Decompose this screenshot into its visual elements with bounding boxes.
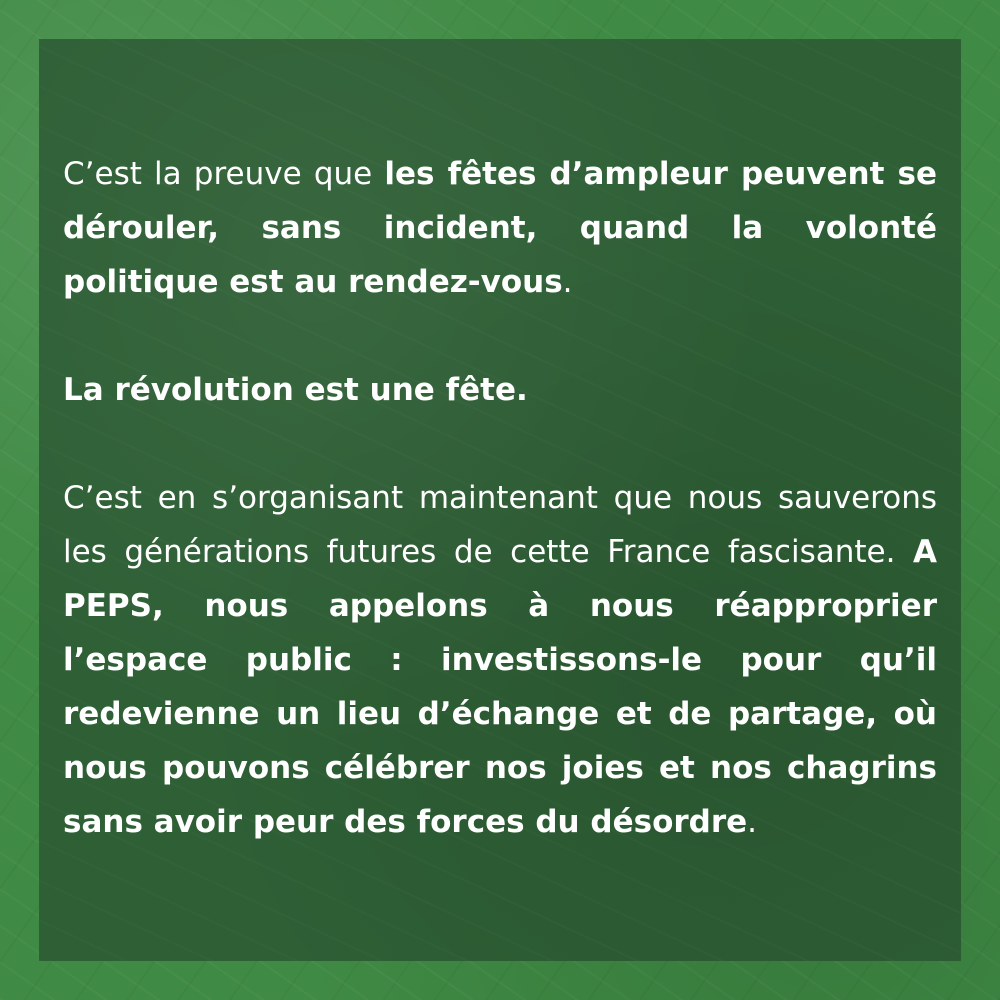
paragraph-proof <box>63 147 937 309</box>
paragraph-proof-intro: C’est la preuve que <box>63 156 385 192</box>
paragraph-call-to-action <box>63 471 937 849</box>
text-panel <box>39 39 961 961</box>
paragraph-call-emphasis: A PEPS, nous appelons à nous réapproprier l’espace public : investissons-le pour qu’il redevienne un lieu d’échange et de partage, où nous pouvons célébrer nos joies et nos chagrins sans avoir peur des forces du désordre <box>63 534 937 840</box>
paragraph-proof-end: . <box>562 264 573 300</box>
paragraph-call-end: . <box>747 804 758 840</box>
revolution-statement: La révolution est une fête. <box>63 372 528 408</box>
paragraph-proof-emphasis: les fêtes d’ampleur peuvent se dérouler, sans incident, quand la volonté politique est au rendez-vous <box>63 156 937 300</box>
paragraph-call-intro: C’est en s’organisant maintenant que nous sauverons les générations futures de cette France fascisante. <box>63 480 937 570</box>
statement-text <box>63 147 937 849</box>
